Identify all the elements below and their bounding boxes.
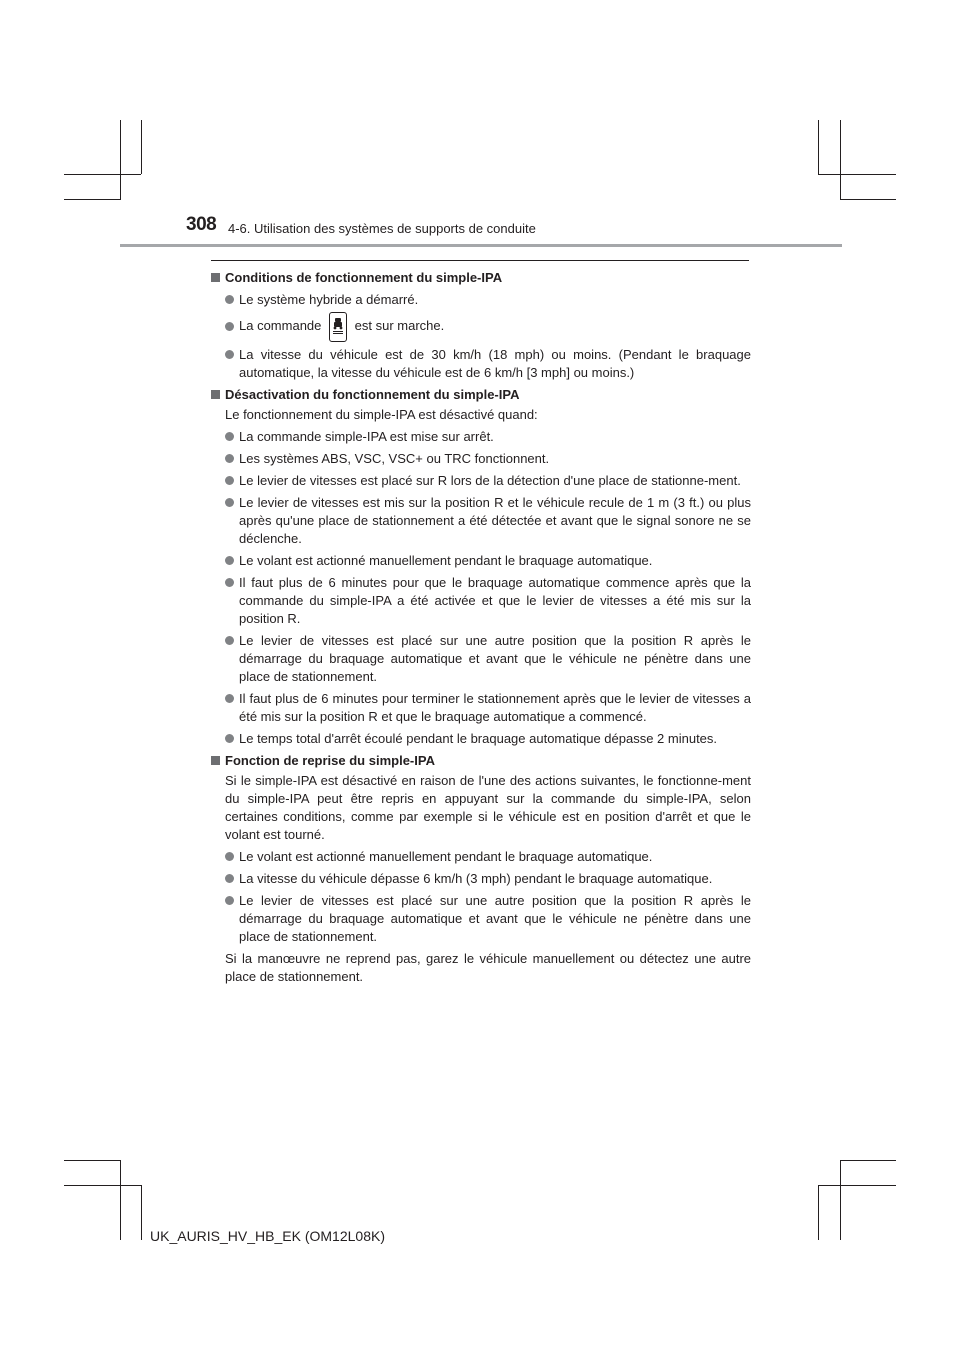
section-intro: Le fonctionnement du simple-IPA est désactivé quand: [225, 406, 538, 422]
round-bullet-icon [225, 432, 234, 441]
list-item: Le levier de vitesses est placé sur une autre position que la position R après le démarrage du braquage automatique et avant que le véhicule ne pénètre dans une place de stationnement. [211, 892, 751, 946]
list-item: Le levier de vitesses est placé sur une autre position que la position R après le démarrage du braquage automatique et avant que le véhicule ne pénètre dans une place de stationnement. [211, 632, 751, 686]
round-bullet-icon [225, 694, 234, 703]
square-bullet-icon [211, 756, 220, 765]
section-intro: Si le simple-IPA est désactivé en raison de l'une des actions suivantes, le fonctionne-ment du simple-IPA peut être repris en appuyant sur la commande du simple-IPA, selon certaines conditions, comme par exemple si le véhicule est en position d'arrêt et que le volant est tourné. [225, 772, 751, 842]
section-heading: Conditions de fonctionnement du simple-IPA [211, 269, 751, 287]
list-item: Le levier de vitesses est placé sur R lors de la détection d'une place de stationne-ment. [211, 472, 751, 490]
round-bullet-icon [225, 295, 234, 304]
crop-mark [64, 1185, 141, 1186]
square-bullet-icon [211, 390, 220, 399]
list-item: Le volant est actionné manuellement pendant le braquage automatique. [211, 848, 751, 866]
round-bullet-icon [225, 896, 234, 905]
crop-mark [120, 120, 121, 200]
round-bullet-icon [225, 578, 234, 587]
round-bullet-icon [225, 454, 234, 463]
section-rule [211, 260, 749, 261]
list-item: Il faut plus de 6 minutes pour que le braquage automatique commence après que la commande du simple-IPA a été activée et que le levier de vitesses a été mis sur la position R. [211, 574, 751, 628]
crop-mark [840, 199, 896, 200]
crop-mark [840, 1160, 896, 1161]
list-item: Le temps total d'arrêt écoulé pendant le braquage automatique dépasse 2 minutes. [211, 730, 751, 748]
crop-mark [141, 1185, 142, 1240]
section-outro: Si la manœuvre ne reprend pas, garez le véhicule manuellement ou détectez une autre place de stationnement. [225, 950, 751, 984]
round-bullet-icon [225, 852, 234, 861]
round-bullet-icon [225, 350, 234, 359]
list-item: Les systèmes ABS, VSC, VSC+ ou TRC fonctionnent. [211, 450, 751, 468]
crop-mark [64, 1160, 120, 1161]
page-content [211, 267, 751, 986]
page-number: 308 [186, 214, 217, 235]
list-item: Le levier de vitesses est mis sur la position R et le véhicule recule de 1 m (3 ft.) ou plus après qu'une place de stationnement a été détectée et avant que le signal sonore ne se déclenche. [211, 494, 751, 548]
header-rule [120, 244, 842, 247]
crop-mark [120, 1160, 121, 1240]
crop-mark [818, 174, 896, 175]
round-bullet-icon [225, 498, 234, 507]
crop-mark [818, 1185, 819, 1240]
footer-code: UK_AURIS_HV_HB_EK (OM12L08K) [150, 1228, 385, 1244]
list-item: Il faut plus de 6 minutes pour terminer le stationnement après que le levier de vitesses a été mis sur la position R et que le braquage automatique a commencé. [211, 690, 751, 726]
crop-mark [64, 199, 120, 200]
list-item: La vitesse du véhicule est de 30 km/h (18 mph) ou moins. (Pendant le braquage automatique, la vitesse du véhicule est de 6 km/h [3 mph] ou moins.) [211, 346, 751, 382]
round-bullet-icon [225, 734, 234, 743]
section-heading: Fonction de reprise du simple-IPA [211, 752, 751, 770]
crop-mark [141, 120, 142, 174]
crop-mark [818, 1185, 896, 1186]
list-item: La commande simple-IPA est mise sur arrêt. [211, 428, 751, 446]
round-bullet-icon [225, 636, 234, 645]
list-item: La commande est sur marche. [211, 311, 751, 342]
crop-mark [64, 174, 141, 175]
round-bullet-icon [225, 322, 234, 331]
crop-mark [840, 120, 841, 200]
round-bullet-icon [225, 476, 234, 485]
running-head: 4-6. Utilisation des systèmes de supports de conduite [228, 221, 536, 236]
square-bullet-icon [211, 273, 220, 282]
round-bullet-icon [225, 556, 234, 565]
list-item: Le système hybride a démarré. [211, 291, 751, 309]
simple-ipa-switch-icon [329, 312, 347, 342]
section-heading: Désactivation du fonctionnement du simple-IPA [211, 386, 751, 404]
crop-mark [818, 120, 819, 174]
crop-mark [840, 1160, 841, 1240]
round-bullet-icon [225, 874, 234, 883]
list-item: Le volant est actionné manuellement pendant le braquage automatique. [211, 552, 751, 570]
list-item: La vitesse du véhicule dépasse 6 km/h (3 mph) pendant le braquage automatique. [211, 870, 751, 888]
